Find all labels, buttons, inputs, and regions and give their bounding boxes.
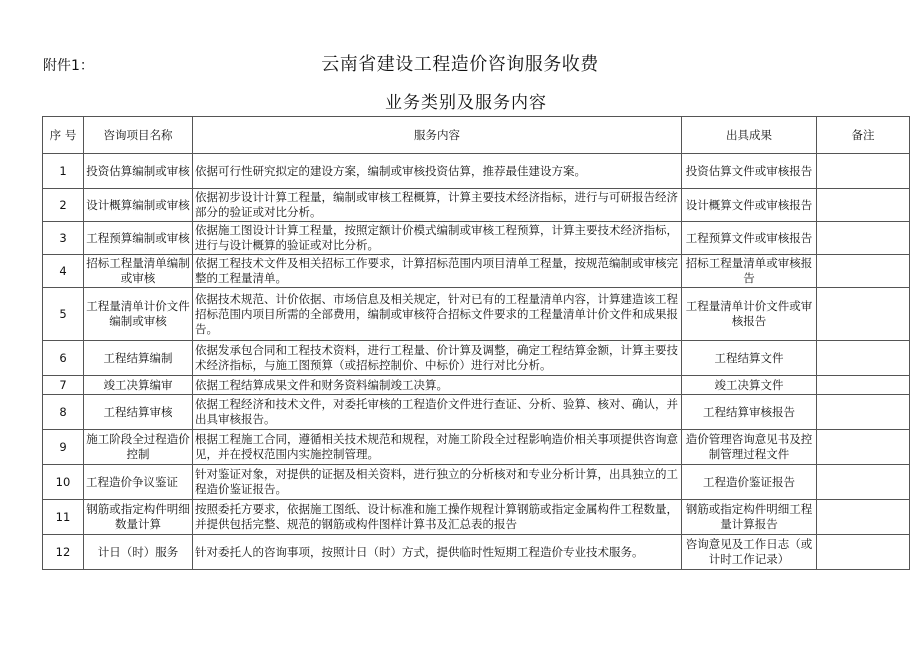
row-output: 工程造价鉴证报告 xyxy=(682,465,817,500)
table-row xyxy=(43,255,910,288)
row-index: 11 xyxy=(43,500,84,535)
header-note: 备注 xyxy=(817,117,910,154)
row-output: 咨询意见及工作日志（或计时工作记录） xyxy=(682,535,817,570)
row-index: 10 xyxy=(43,465,84,500)
header-index: 序 号 xyxy=(43,117,84,154)
row-index: 5 xyxy=(43,288,84,341)
row-service: 依据施工图设计计算工程量，按照定额计价模式编制或审核工程预算，计算主要技术经济指标，进行与设计概算的验证或对比分析。 xyxy=(193,222,682,255)
row-note xyxy=(817,341,910,376)
row-note xyxy=(817,465,910,500)
table-row xyxy=(43,535,910,570)
row-name: 工程结算编制 xyxy=(84,341,193,376)
row-service: 针对鉴证对象，对提供的证据及相关资料，进行独立的分析核对和专业分析计算，出具独立的工程造价鉴证报告。 xyxy=(193,465,682,500)
row-name: 设计概算编制或审核 xyxy=(84,189,193,222)
header-output: 出具成果 xyxy=(682,117,817,154)
table-row xyxy=(43,154,910,189)
row-output: 投资估算文件或审核报告 xyxy=(682,154,817,189)
table-row xyxy=(43,500,910,535)
document-subtitle: 业务类别及服务内容 xyxy=(385,93,547,113)
row-index: 7 xyxy=(43,376,84,395)
row-index: 8 xyxy=(43,395,84,430)
table-row xyxy=(43,395,910,430)
row-output: 工程量清单计价文件或审核报告 xyxy=(682,288,817,341)
table-row xyxy=(43,376,910,395)
row-name: 钢筋或指定构件明细数量计算 xyxy=(84,500,193,535)
row-index: 3 xyxy=(43,222,84,255)
row-name: 工程造价争议鉴证 xyxy=(84,465,193,500)
header-name: 咨询项目名称 xyxy=(84,117,193,154)
row-name: 计日（时）服务 xyxy=(84,535,193,570)
row-name: 工程结算审核 xyxy=(84,395,193,430)
row-output: 工程结算文件 xyxy=(682,341,817,376)
row-output: 招标工程量清单或审核报告 xyxy=(682,255,817,288)
row-index: 4 xyxy=(43,255,84,288)
row-name: 工程预算编制或审核 xyxy=(84,222,193,255)
row-output: 工程结算审核报告 xyxy=(682,395,817,430)
row-index: 9 xyxy=(43,430,84,465)
row-service: 依据可行性研究拟定的建设方案，编制或审核投资估算，推荐最佳建设方案。 xyxy=(193,154,682,189)
header-service: 服务内容 xyxy=(193,117,682,154)
table-row xyxy=(43,222,910,255)
attachment-label: 附件1： xyxy=(43,58,94,74)
row-note xyxy=(817,154,910,189)
row-note xyxy=(817,288,910,341)
row-index: 12 xyxy=(43,535,84,570)
row-service: 依据工程技术文件及相关招标工作要求，计算招标范围内项目清单工程量，按规范编制或审核完整的工程量清单。 xyxy=(193,255,682,288)
row-name: 投资估算编制或审核 xyxy=(84,154,193,189)
row-note xyxy=(817,189,910,222)
table-row xyxy=(43,288,910,341)
row-output: 钢筋或指定构件明细工程量计算报告 xyxy=(682,500,817,535)
table-row xyxy=(43,189,910,222)
row-output: 造价管理咨询意见书及控制管理过程文件 xyxy=(682,430,817,465)
row-output: 设计概算文件或审核报告 xyxy=(682,189,817,222)
row-note xyxy=(817,500,910,535)
row-output: 工程预算文件或审核报告 xyxy=(682,222,817,255)
table-row xyxy=(43,465,910,500)
row-index: 6 xyxy=(43,341,84,376)
row-note xyxy=(817,222,910,255)
row-index: 2 xyxy=(43,189,84,222)
row-service: 依据技术规范、计价依据、市场信息及相关规定，针对已有的工程量清单内容，计算建造该工程招标范围内项目所需的全部费用，编制或审核符合招标文件要求的工程量清单计价文件和成果报告。 xyxy=(193,288,682,341)
row-note xyxy=(817,376,910,395)
row-name: 竣工决算编审 xyxy=(84,376,193,395)
row-name: 施工阶段全过程造价控制 xyxy=(84,430,193,465)
row-output: 竣工决算文件 xyxy=(682,376,817,395)
row-name: 招标工程量清单编制或审核 xyxy=(84,255,193,288)
row-service: 根据工程施工合同，遵循相关技术规范和规程，对施工阶段全过程影响造价相关事项提供咨询意见，并在授权范围内实施控制管理。 xyxy=(193,430,682,465)
row-service: 按照委托方要求，依据施工图纸、设计标准和施工操作规程计算钢筋或指定金属构件工程数量，并提供包括完整、规范的钢筋或构件图样计算书及汇总表的报告 xyxy=(193,500,682,535)
row-service: 依据工程结算成果文件和财务资料编制竣工决算。 xyxy=(193,376,682,395)
row-note xyxy=(817,430,910,465)
row-note xyxy=(817,395,910,430)
table-row xyxy=(43,430,910,465)
row-service: 依据工程经济和技术文件，对委托审核的工程造价文件进行查证、分析、验算、核对、确认，并出具审核报告。 xyxy=(193,395,682,430)
table-header-row xyxy=(43,117,910,154)
row-index: 1 xyxy=(43,154,84,189)
document-title: 云南省建设工程造价咨询服务收费 xyxy=(321,54,599,75)
row-note xyxy=(817,535,910,570)
row-name: 工程量清单计价文件编制或审核 xyxy=(84,288,193,341)
table-row xyxy=(43,341,910,376)
row-service: 依据发承包合同和工程技术资料，进行工程量、价计算及调整，确定工程结算金额，计算主要技术经济指标，与施工图预算（或招标控制价、中标价）进行对比分析。 xyxy=(193,341,682,376)
service-table xyxy=(42,116,910,570)
row-note xyxy=(817,255,910,288)
row-service: 针对委托人的咨询事项，按照计日（时）方式，提供临时性短期工程造价专业技术服务。 xyxy=(193,535,682,570)
row-service: 依据初步设计计算工程量，编制或审核工程概算，计算主要技术经济指标，进行与可研报告经济部分的验证或对比分析。 xyxy=(193,189,682,222)
